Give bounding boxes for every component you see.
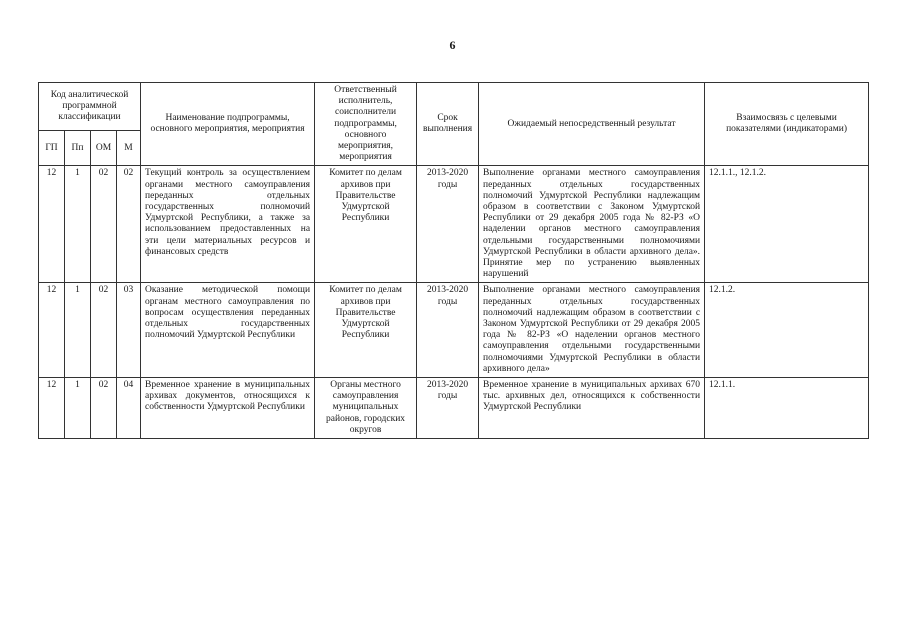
cell-executor: Комитет по делам архивов при Правительстве Удмуртской Республики <box>315 283 417 378</box>
cell-m: 04 <box>117 378 141 439</box>
cell-name: Оказание методической помощи органам местного самоуправления по вопросам осуществления переданных отдельных государственных полномочий Удмуртской Республики <box>141 283 315 378</box>
cell-pp: 1 <box>65 378 91 439</box>
header-gp: ГП <box>39 131 65 166</box>
header-row <box>39 83 869 131</box>
cell-gp: 12 <box>39 166 65 283</box>
cell-result: Выполнение органами местного самоуправления переданных отдельных государственных полномочий надлежащим образом в соответствии с Законом Удмуртской Республики от 29 декабря 2005 года № 82-РЗ «О наделении органов местного самоуправления отдельными государственными полномочиями Удмуртской Республики в области архивного дела» <box>479 283 705 378</box>
header-result: Ожидаемый непосредственный результат <box>479 83 705 166</box>
header-m: М <box>117 131 141 166</box>
header-name: Наименование подпрограммы, основного мероприятия, мероприятия <box>141 83 315 166</box>
table-row <box>39 378 869 439</box>
cell-result: Выполнение органами местного самоуправления переданных отдельных государственных полномочий Удмуртской Республики надлежащим образом в соответствии с Законом Удмуртской Республики от 29 декабря 2005 года № 82-РЗ «О наделении органов местного самоуправления отдельными государственными полномочиями Удмуртской Республики в области архивного дела». Принятие мер по устранению выявленных нарушений <box>479 166 705 283</box>
cell-deadline: 2013-2020 годы <box>417 378 479 439</box>
header-relation: Взаимосвязь с целевыми показателями (индикаторами) <box>705 83 869 166</box>
cell-pp: 1 <box>65 166 91 283</box>
cell-om: 02 <box>91 378 117 439</box>
cell-m: 02 <box>117 166 141 283</box>
cell-deadline: 2013-2020 годы <box>417 283 479 378</box>
cell-om: 02 <box>91 283 117 378</box>
cell-relation: 12.1.1., 12.1.2. <box>705 166 869 283</box>
cell-gp: 12 <box>39 283 65 378</box>
table-row <box>39 166 869 283</box>
header-code-group: Код аналитической программной классификации <box>39 83 141 131</box>
header-executor: Ответственный исполнитель, соисполнители подпрограммы, основного мероприятия, мероприятия <box>315 83 417 166</box>
cell-relation: 12.1.2. <box>705 283 869 378</box>
table-row <box>39 283 869 378</box>
cell-om: 02 <box>91 166 117 283</box>
header-deadline: Срок выполнения <box>417 83 479 166</box>
page-number: 6 <box>449 38 456 52</box>
header-om: ОМ <box>91 131 117 166</box>
cell-result: Временное хранение в муниципальных архивах 670 тыс. архивных дел, относящихся к собственности Удмуртской Республики <box>479 378 705 439</box>
cell-executor: Органы местного самоуправления муниципальных районов, городских округов <box>315 378 417 439</box>
cell-gp: 12 <box>39 378 65 439</box>
header-pp: Пп <box>65 131 91 166</box>
cell-m: 03 <box>117 283 141 378</box>
cell-pp: 1 <box>65 283 91 378</box>
cell-deadline: 2013-2020 годы <box>417 166 479 283</box>
cell-name: Текущий контроль за осуществлением органами местного самоуправления переданных отдельных государственных полномочий Удмуртской Республики, а также за использованием предоставленных на эти цели материальных ресурсов и финансовых средств <box>141 166 315 283</box>
program-table <box>38 82 869 439</box>
cell-relation: 12.1.1. <box>705 378 869 439</box>
cell-name: Временное хранение в муниципальных архивах документов, относящихся к собственности Удмуртской Республики <box>141 378 315 439</box>
cell-executor: Комитет по делам архивов при Правительстве Удмуртской Республики <box>315 166 417 283</box>
